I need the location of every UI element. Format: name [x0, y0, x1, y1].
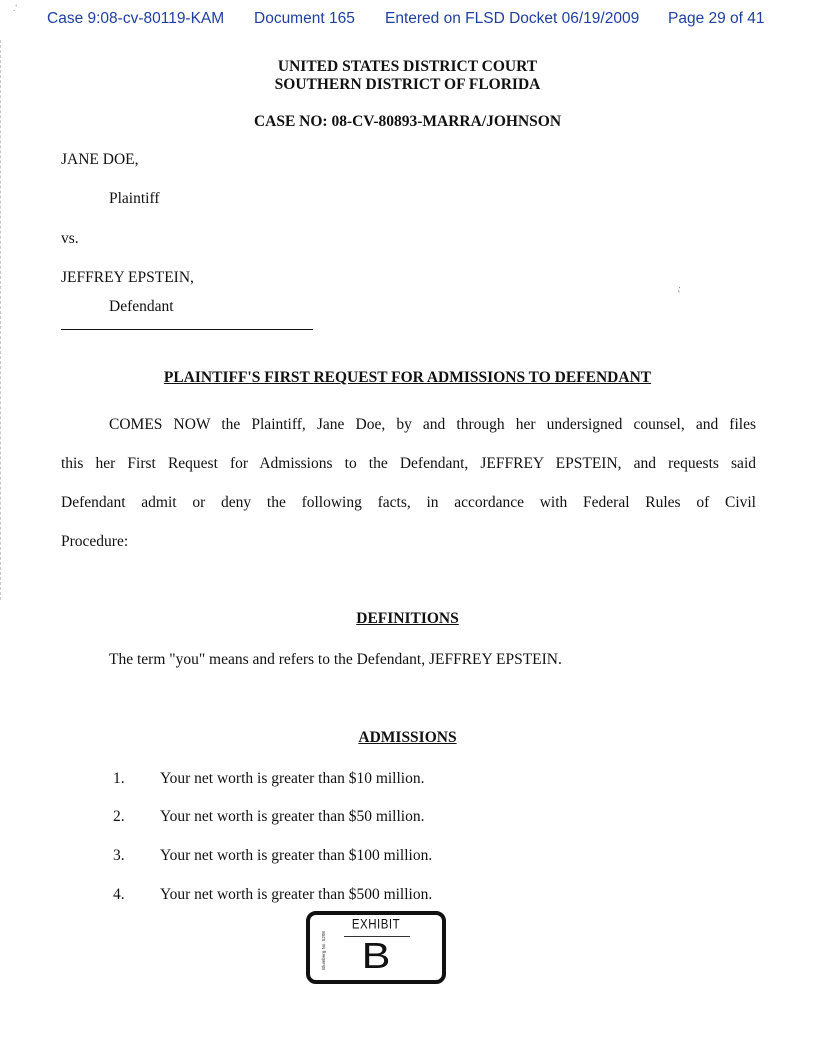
defendant-name: JEFFREY EPSTEIN, — [61, 269, 194, 286]
admission-number: 3. — [113, 847, 125, 864]
caption-divider-line — [61, 329, 313, 330]
stamp-case-number: Case 9:08-cv-80119-KAM — [47, 10, 225, 27]
intro-paragraph-line-2: this her First Request for Admissions to the Defendant, JEFFREY EPSTEIN, and requests said — [61, 455, 756, 472]
corner-mark: .ʼ — [13, 4, 17, 13]
plaintiff-role: Plaintiff — [109, 190, 160, 207]
case-number: CASE NO: 08-CV-80893-MARRA/JOHNSON — [253, 113, 562, 130]
court-name-line-1: UNITED STATES DISTRICT COURT — [277, 58, 538, 75]
admissions-heading: ADMISSIONS — [358, 729, 457, 746]
admission-text: Your net worth is greater than $100 million. — [160, 847, 433, 864]
versus-label: vs. — [61, 230, 79, 247]
intro-paragraph-line-4: Procedure: — [61, 533, 129, 550]
defendant-role: Defendant — [109, 298, 174, 315]
stamp-page-count: Page 29 of 41 — [668, 10, 765, 27]
stamp-document-number: Document 165 — [254, 10, 355, 27]
definition-text: The term "you" means and refers to the Defendant, JEFFREY EPSTEIN. — [109, 651, 562, 668]
admission-text: Your net worth is greater than $500 million. — [160, 886, 433, 903]
admission-number: 4. — [113, 886, 125, 903]
exhibit-letter: B — [361, 935, 391, 976]
court-name-line-2: SOUTHERN DISTRICT OF FLORIDA — [274, 76, 541, 93]
stray-scan-mark: ,· — [673, 282, 684, 294]
admission-text: Your net worth is greater than $10 million. — [160, 770, 425, 787]
admission-text: Your net worth is greater than $50 million. — [160, 808, 425, 825]
admission-number: 2. — [113, 808, 125, 825]
docket-header-stamp — [0, 10, 815, 34]
stamp-entered-date: Entered on FLSD Docket 06/19/2009 — [385, 10, 640, 27]
exhibit-label: EXHIBIT — [351, 917, 401, 933]
admission-number: 1. — [113, 770, 125, 787]
exhibit-sticker-maker-text: Blumberg No. 5208 — [320, 931, 326, 970]
plaintiff-name: JANE DOE, — [61, 151, 139, 168]
document-title: PLAINTIFF'S FIRST REQUEST FOR ADMISSIONS TO DEFENDANT — [163, 369, 652, 386]
exhibit-sticker — [306, 911, 446, 984]
intro-paragraph-line-1: COMES NOW the Plaintiff, Jane Doe, by and through her undersigned counsel, and files — [109, 416, 756, 433]
intro-paragraph-line-3: Defendant admit or deny the following facts, in accordance with Federal Rules of Civil — [61, 494, 756, 511]
definitions-heading: DEFINITIONS — [356, 610, 459, 627]
